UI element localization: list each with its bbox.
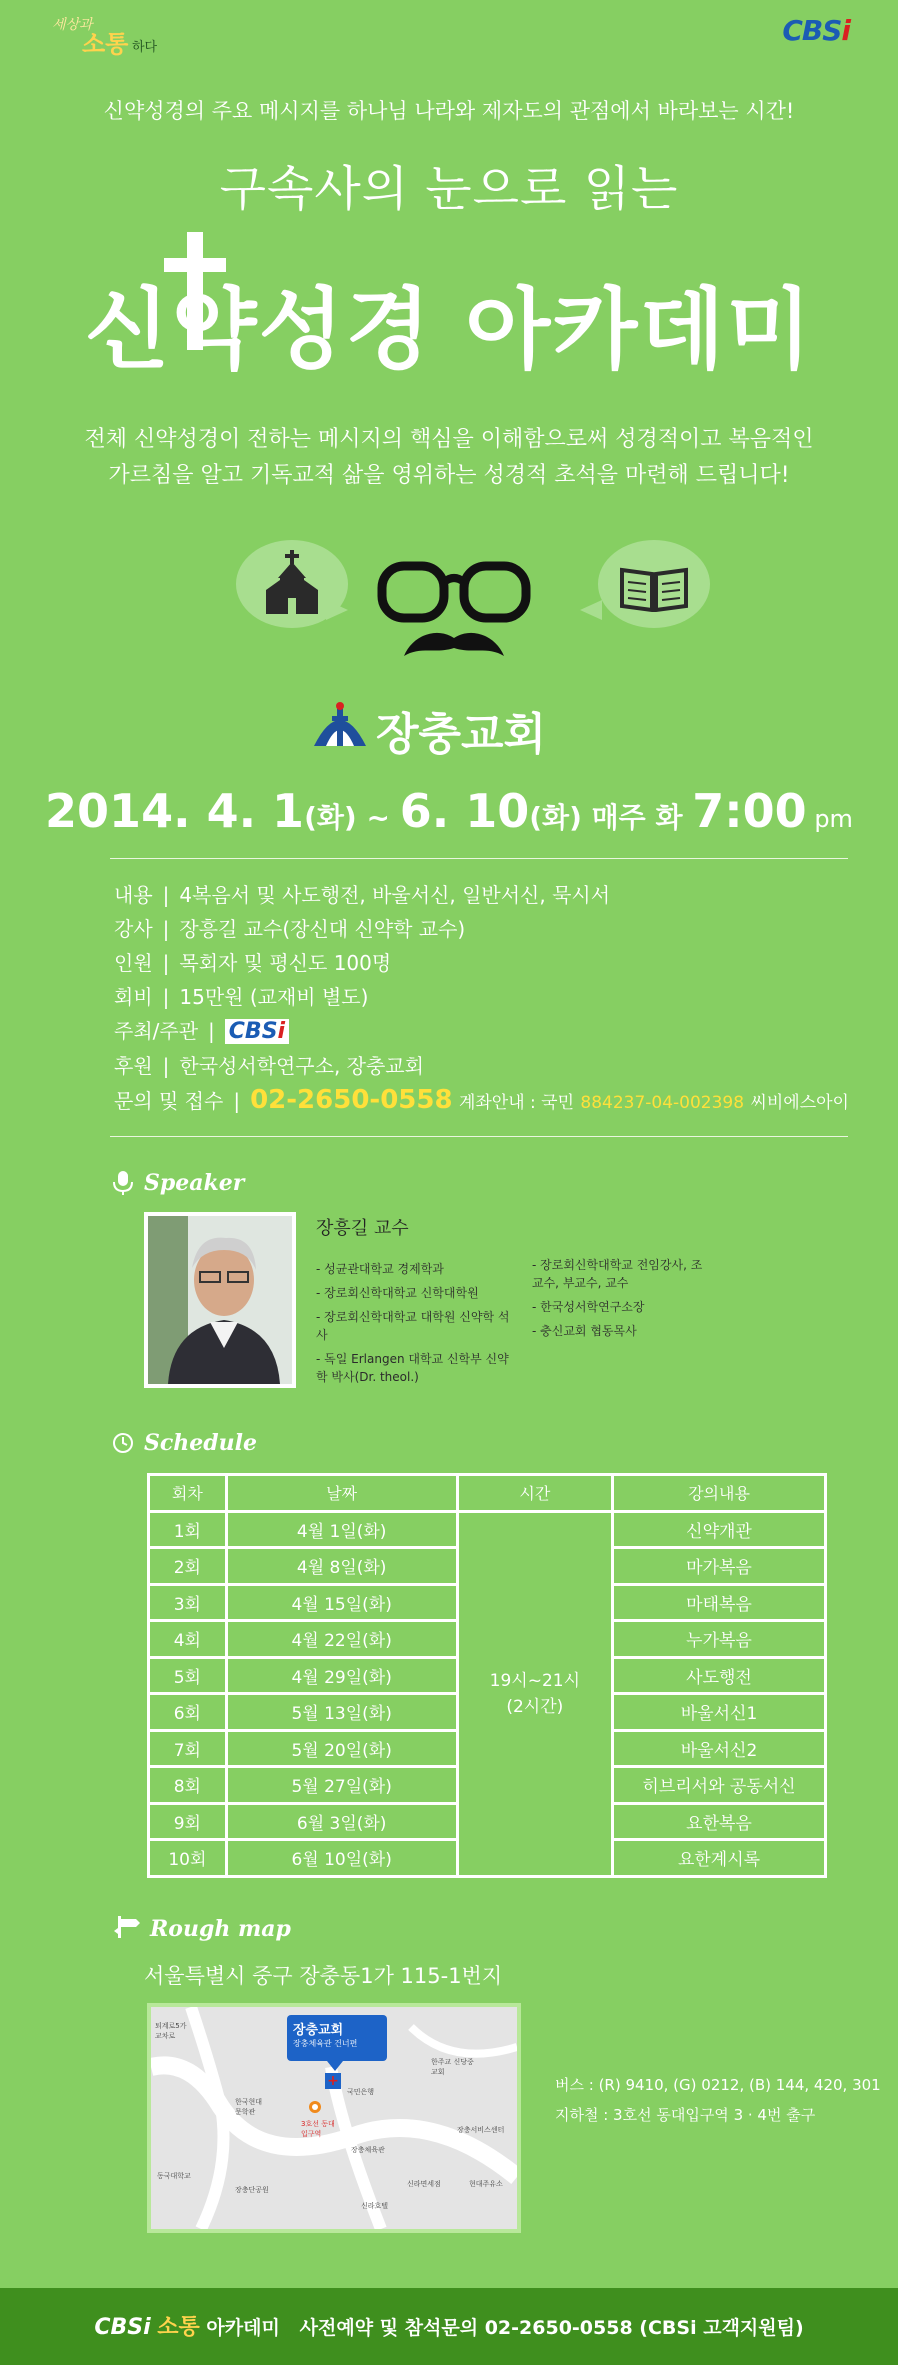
table-row: 5회 4월 29일(화) 사도행전 <box>149 1657 826 1694</box>
page-title: 신약성경 아카데미 <box>84 278 814 381</box>
info-row: 강사 | 장흥길 교수(장신대 신약학 교수) <box>114 917 466 941</box>
bubble-tail <box>580 600 602 620</box>
bus-info: 버스 : (R) 9410, (G) 0212, (B) 144, 420, 301 <box>555 2076 881 2094</box>
career-item: - 한국성서학연구소장 <box>532 1300 645 1314</box>
map-label: 장충서비스센터 <box>457 2126 505 2134</box>
info-row: 회비 | 15만원 (교재비 별도) <box>114 985 369 1009</box>
table-row: 7회 5월 20일(화) 바울서신2 <box>149 1730 826 1767</box>
table-row: 6회 5월 13일(화) 바울서신1 <box>149 1694 826 1731</box>
map-label: 현대주유소 <box>469 2180 503 2188</box>
table-row: 2회 4월 8일(화) 마가복음 <box>149 1548 826 1585</box>
cbsi-logo[interactable]: CBSi <box>782 14 850 47</box>
map-label: 국민은행 <box>347 2088 375 2096</box>
divider <box>110 1136 848 1137</box>
column-header: 회차 <box>149 1475 227 1512</box>
table-row: 3회 4월 15일(화) 마태복음 <box>149 1584 826 1621</box>
column-header: 날짜 <box>226 1475 457 1512</box>
transit-info <box>555 2070 881 2130</box>
table-row: 8회 5월 27일(화) 히브리서와 공동서신 <box>149 1767 826 1804</box>
info-row: 내용 | 4복음서 및 사도행전, 바울서신, 일반서신, 묵시서 <box>114 883 611 907</box>
rough-map[interactable] <box>147 2003 521 2233</box>
subway-station-label: 3호선 동대입구역 <box>301 2120 335 2138</box>
column-header: 시간 <box>457 1475 612 1512</box>
intro-text: 전체 신약성경이 전하는 메시지의 핵심을 이해함으로써 성경적이고 복음적인 가르침을 알고 기독교적 삶을 영위하는 성경적 초석을 마련해 드립니다! <box>84 427 814 488</box>
church-name: 장충교회 <box>376 709 547 760</box>
table-row: 9회 6월 3일(화) 요한복음 <box>149 1803 826 1840</box>
map-label: 한국현대 문학관 <box>235 2098 263 2116</box>
class-time-cell: 19시~21시 (2시간) <box>457 1511 612 1876</box>
footer-cbsi-logo: CBSi <box>94 2315 151 2340</box>
map-pin-pointer <box>327 2061 343 2071</box>
subway-info: 지하철 : 3호선 동대입구역 3 · 4번 출구 <box>555 2106 816 2124</box>
church-address: 서울특별시 중구 장충동1가 115-1번지 <box>144 1964 503 1988</box>
career-item: - 충신교회 협동목사 <box>532 1324 637 1338</box>
account-number: 884237-04-002398 <box>580 1093 745 1113</box>
church-marker-icon: + <box>325 2073 341 2089</box>
divider <box>110 858 848 859</box>
cbsi-mini-logo: CBSi <box>225 1019 289 1044</box>
speaker-name: 장흥길 교수 <box>316 1218 409 1239</box>
map-label: 신라호텔 <box>361 2202 389 2210</box>
sotong-logo: 세상과 소통 하다 <box>52 17 158 58</box>
schedule-heading: Schedule <box>144 1430 258 1456</box>
speaker-career-right <box>532 1256 712 1346</box>
organizer-row: 주최/주관 | CBSi <box>114 1014 849 1049</box>
career-item: - 성균관대학교 경제학과 <box>316 1262 444 1276</box>
clock-icon <box>112 1432 134 1454</box>
career-item: - 장로회신학대학교 대학원 신약학 석사 <box>316 1310 510 1342</box>
schedule-table <box>147 1473 827 1878</box>
table-row: 1회 4월 1일(화) 19시~21시 (2시간) 신약개관 <box>149 1511 826 1548</box>
course-info <box>114 878 849 1120</box>
glasses-mustache-icon <box>376 560 532 670</box>
open-book-icon <box>620 566 688 612</box>
career-item: - 독일 Erlangen 대학교 신학부 신약학 박사(Dr. theol.) <box>316 1352 509 1384</box>
speaker-photo <box>144 1212 296 1388</box>
column-header: 강의내용 <box>613 1475 826 1512</box>
map-label: 동국대학교 <box>157 2172 191 2180</box>
contact-phone[interactable]: 02-2650-0558 <box>250 1085 453 1115</box>
map-label: 퇴계로5가 교차로 <box>155 2022 187 2040</box>
info-row: 인원 | 목회자 및 평신도 100명 <box>114 951 392 975</box>
footer-contact: CBSi 소통 아카데미 사전예약 및 참석문의 02-2650-0558 (CBSi 고객지원팀) <box>94 2315 804 2340</box>
table-header-row <box>149 1475 826 1512</box>
speaker-heading: Speaker <box>144 1170 245 1196</box>
bubble-tail <box>326 600 348 620</box>
church-icon <box>262 550 322 618</box>
map-label: 신라면세점 <box>407 2180 441 2188</box>
schedule-date: 2014. 4. 1(화) ~ 6. 10(화) 매주 화 7:00 pm <box>45 784 853 838</box>
signpost-icon <box>112 1916 140 1938</box>
map-heading: Rough map <box>150 1916 291 1942</box>
tagline: 신약성경의 주요 메시지를 하나님 나라와 제자도의 관점에서 바라보는 시간! <box>103 99 795 123</box>
contact-row: 문의 및 접수 | 02-2650-0558 계좌안내 : 국민 884237-04-002398 씨비에스아이 <box>114 1085 849 1115</box>
table-row: 4회 4월 22일(화) 누가복음 <box>149 1621 826 1658</box>
church-logo-icon <box>310 700 370 750</box>
sponsor-row: 후원 | 한국성서학연구소, 장충교회 <box>114 1054 424 1078</box>
speaker-career-left <box>316 1260 516 1392</box>
map-label: 장충체육관 <box>351 2146 385 2154</box>
map-label: 장충단공원 <box>235 2186 269 2194</box>
page-subtitle: 구속사의 눈으로 읽는 <box>219 161 679 217</box>
table-row: 10회 6월 10일(화) 요한계시록 <box>149 1840 826 1877</box>
church-map-pin: 장충교회 장충체육관 건너편 <box>287 2015 387 2061</box>
microphone-icon <box>112 1170 134 1196</box>
map-label: 한주교 신당중교회 <box>431 2058 474 2076</box>
career-item: - 장로회신학대학교 전임강사, 조교수, 부교수, 교수 <box>532 1258 703 1290</box>
career-item: - 장로회신학대학교 신학대학원 <box>316 1286 479 1300</box>
